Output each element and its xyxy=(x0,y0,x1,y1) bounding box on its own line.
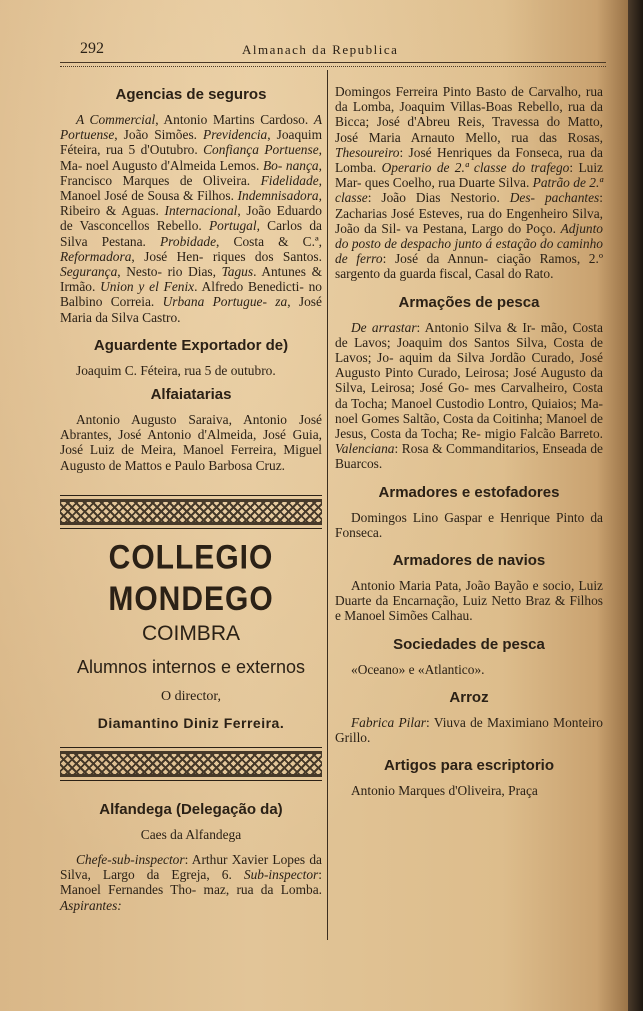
text-run: migio Falcão Barreto. xyxy=(484,426,603,442)
text-run: : Manoel Fernandes Tho- xyxy=(60,867,322,898)
text-run: Santos Silva, Costa de Lavos; Jo- xyxy=(335,334,603,366)
book-spine-shadow xyxy=(628,0,643,1011)
italic-run: Bo- xyxy=(262,157,283,173)
italic-run: Indemnisadora xyxy=(237,188,319,204)
text-run: , Joaquim Féteira, rua 5 xyxy=(60,127,322,158)
text-run: Manoel de Jesus, Costa da Tocha; Re- xyxy=(335,410,603,442)
text-run: noel Augusto d'Almeida Lemos. xyxy=(85,157,263,173)
ad-director-name: Diamantino Diniz Ferreira. xyxy=(97,714,285,731)
text-run: . Alfredo Benedicti- xyxy=(194,279,304,295)
text-run: rua do Engenheiro Silva, João da Sil- xyxy=(335,205,603,236)
text-run: , Ma- xyxy=(60,142,322,173)
text-run: mes Carvalheiro, Costa da Tocha; xyxy=(335,380,603,411)
text-run: rio Dias, xyxy=(167,264,222,280)
left-column xyxy=(60,84,322,913)
ornamental-border-top xyxy=(60,495,322,529)
text-run: Cardoso. xyxy=(260,112,314,127)
italic-run: A Portuense xyxy=(60,112,322,143)
section-title-artigos: Artigos para escriptorio xyxy=(383,757,555,775)
section-title-alfaiatarias: Alfaiatarias xyxy=(150,386,232,404)
italic-run: Chefe-sub-inspector xyxy=(76,852,185,868)
ad-subtitle: Alumnos internos e externos xyxy=(76,656,306,677)
text-run: Villas-Boas Rebello, rua da Bicca; xyxy=(335,99,603,130)
text-run: da Fonseca, rua da Lomba. xyxy=(335,144,603,176)
armacoes-text xyxy=(335,320,603,472)
section-title-alfandega: Alfandega (Delegação da) xyxy=(99,800,283,818)
text-run: d'Outubro. xyxy=(140,142,204,158)
italic-run: Operario xyxy=(381,160,432,176)
text-run: Domingos Ferreira Pinto Basto de xyxy=(335,84,524,99)
italic-run: Segurança xyxy=(60,264,118,280)
text-run: de Vasconcellos Rebello. xyxy=(60,218,209,234)
text-run: aquim da Silva Jordão Curado, José xyxy=(399,350,603,366)
italic-run: Thesoureiro xyxy=(335,144,400,160)
text-run: , Antonio Martins xyxy=(155,112,255,127)
text-run: , Francisco Marques de Oliveira. xyxy=(60,157,322,188)
artigos-text: Antonio Marques d'Oliveira, Praça xyxy=(351,783,538,799)
text-run: Manoel Custodio Lontro, Quiaios; Ma- xyxy=(391,395,603,411)
italic-run: Tagus xyxy=(221,264,254,280)
text-run: : Zacharias José Esteves, xyxy=(335,190,603,221)
italic-run: Portugal xyxy=(208,218,257,234)
text-run: Rosa & Commanditarios, Enseada de xyxy=(401,441,603,457)
text-run: , Manoel José de Sousa & xyxy=(60,172,322,204)
text-run: mão, Costa de Lavos; Joaquim dos xyxy=(335,319,603,350)
text-run: Rosas, xyxy=(567,129,603,145)
text-run: ciação Ramos, 2.º sargento da guarda xyxy=(335,251,604,282)
italic-run: de 2.ª classe xyxy=(335,175,603,206)
text-run: va Pestana, Largo do Poço. xyxy=(405,220,561,236)
text-run: José Maria Arnauto Mello, rua das xyxy=(335,129,557,145)
text-run: : xyxy=(394,441,399,457)
text-run: ques Coelho, rua Duarte Silva. xyxy=(364,175,533,191)
alfaiatarias-text: Antonio Augusto Saraiva, Antonio José Abrantes, José Antonio d'Almeida, José Guia, José Luiz de Meira, Manoel Ferreira, Miguel Augusto de Mattos e Paulo Barbosa Cruz. xyxy=(60,412,322,473)
text-run: , José Hen- xyxy=(131,248,204,264)
ornamental-border-bottom xyxy=(60,747,322,781)
running-title: Almanach da Republica xyxy=(242,42,399,57)
italic-run: za xyxy=(275,294,288,310)
section-title-arroz: Arroz xyxy=(449,688,489,706)
armadores-estofadores-text: Domingos Lino Gaspar e Henrique Pinto da Fonseca. xyxy=(335,509,603,540)
text-run: fiscal, Casal do Rato. xyxy=(439,266,554,282)
text-run: Carvalho, rua da Lomba, Joaquim xyxy=(335,84,603,115)
right-column xyxy=(335,84,603,799)
italic-run: Urbana Portugue- xyxy=(162,294,267,310)
text-run: , Ribeiro & xyxy=(60,188,322,219)
italic-run: Fidelidade xyxy=(260,172,319,188)
section-title-aguardente: Aguardente Exportador de) xyxy=(93,336,289,354)
text-run: , Nesto- xyxy=(117,264,162,280)
italic-run: Confiança Portuense xyxy=(203,142,319,158)
text-run: noel Gomes Saltão, Costa da Coitinha; xyxy=(335,410,543,426)
italic-run: de 2.ª classe do trafego xyxy=(436,160,570,176)
ad-title: COLLEGIO MONDEGO xyxy=(108,538,274,618)
text-run: Augusto Pinto Curado, Leirosa; José xyxy=(335,365,537,381)
text-run: : José da Annun- xyxy=(382,251,489,267)
text-run: , xyxy=(256,218,260,234)
text-run: : João Dias Nestorio. xyxy=(367,190,510,206)
italic-run: do caminho de ferro xyxy=(335,236,603,267)
italic-run: Probidade xyxy=(160,233,217,249)
italic-run: Sub-inspector xyxy=(243,867,319,883)
ad-city: COIMBRA xyxy=(141,621,240,645)
arroz-italic: Fabrica Pilar xyxy=(351,714,427,730)
text-run: no Balbino Correia. xyxy=(60,279,322,310)
agencias-text xyxy=(60,112,322,325)
italic-run: Aspirantes: xyxy=(60,897,122,913)
text-run: , João Eduardo xyxy=(237,203,323,219)
text-run: . Antunes & Irmão. xyxy=(60,264,322,295)
section-title-armadores-navios: Armadores de navios xyxy=(392,552,546,570)
page-header xyxy=(80,40,605,60)
alfandega-address: Caes da Alfandega xyxy=(140,826,242,842)
column-divider xyxy=(327,70,328,940)
page-number: 292 xyxy=(80,40,104,57)
italic-run: do posto de despacho junto á estação xyxy=(335,236,537,252)
aguardente-text: Joaquim C. Féteira, rua 5 de outubro. xyxy=(76,362,276,378)
section-title-sociedades: Sociedades de pesca xyxy=(393,635,545,653)
italic-run: De arrastar xyxy=(351,319,417,335)
italic-run: Valenciana xyxy=(335,441,395,457)
text-run: Lopes da Silva, Largo da Egreja, 6. xyxy=(60,852,322,883)
italic-run: Adjunto xyxy=(560,220,603,236)
text-run: maz, rua da Lomba. xyxy=(203,882,322,898)
text-run: riques dos Santos. xyxy=(212,248,322,264)
text-run: , xyxy=(216,233,220,249)
text-run: : Antonio Silva & Ir- xyxy=(416,319,536,335)
text-run: Buarcos. xyxy=(335,456,383,472)
text-run: Carlos da Silva Pestana. xyxy=(60,218,322,249)
text-run: Augusto da Silva, Leirosa; José Go- xyxy=(335,365,603,396)
arroz-rest: : Viuva de Maximiano Monteiro Grillo. xyxy=(335,714,604,746)
italic-run: Patrão xyxy=(532,175,570,191)
text-run: , José Maria da Silva Castro. xyxy=(60,294,322,325)
arroz-text xyxy=(335,715,603,745)
ad-director-label: O director, xyxy=(160,688,222,704)
italic-run: pachantes xyxy=(544,190,600,206)
sociedades-text: «Oceano» e «Atlantico». xyxy=(351,661,485,677)
italic-run: A Commercial xyxy=(76,112,156,127)
italic-run: Reformadora xyxy=(60,248,132,264)
alfandega-continued-text xyxy=(335,84,603,282)
italic-run: Internacional xyxy=(164,203,238,219)
italic-run: Previdencia xyxy=(203,127,268,143)
alfandega-text xyxy=(60,852,322,913)
italic-run: nança xyxy=(285,157,319,173)
text-run: : Luiz Mar- xyxy=(335,160,603,191)
text-run: Filhos. xyxy=(197,188,238,204)
text-run: : José Henriques xyxy=(399,144,492,160)
section-title-armadores-estofadores: Armadores e estofadores xyxy=(378,483,560,501)
text-run: : Arthur Xavier xyxy=(184,852,269,868)
text-run: José d'Abreu Reis, Travessa do Matto, xyxy=(376,114,603,130)
text-run: Costa & C.ª, xyxy=(233,233,322,249)
italic-run: Des- xyxy=(509,190,536,206)
section-title-agencias: Agencias de seguros xyxy=(115,86,267,103)
armadores-navios-text: Antonio Maria Pata, João Bayão e socio, Luiz Duarte da Encarnação, Luiz Netto Braz & Filhos e Manoel Simões Calhau. xyxy=(335,578,603,624)
italic-run: Union y el Fenix xyxy=(100,279,195,295)
section-title-armacoes: Armações de pesca xyxy=(398,293,540,311)
header-rule xyxy=(60,62,606,67)
text-run: Aguas. xyxy=(121,203,165,219)
text-run: , João Simões. xyxy=(114,127,198,143)
